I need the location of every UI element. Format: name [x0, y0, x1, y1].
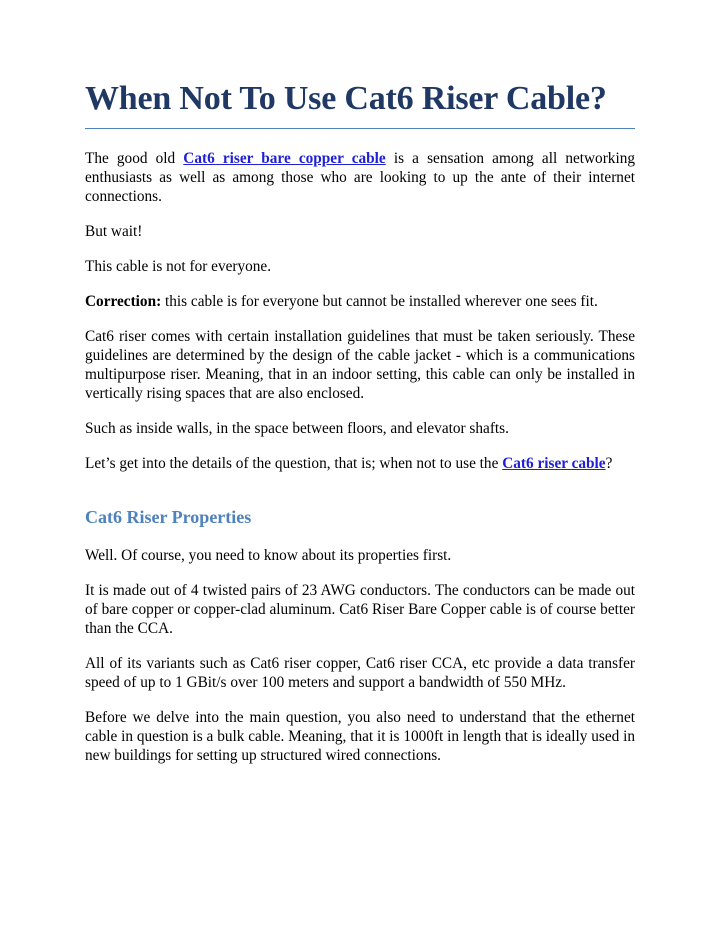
not-for-everyone-paragraph: This cable is not for everyone.	[85, 257, 272, 275]
question-text-after: ?	[605, 454, 613, 472]
cat6-riser-bare-copper-link[interactable]: Cat6 riser bare copper cable	[183, 149, 386, 167]
installation-guidelines-paragraph: Cat6 riser comes with certain installation guidelines that must be taken seriously. These guidelines are determined by the design of the cable jacket - which is a communications multipurpose riser. Meaning, that in an indoor setting, this cable can only be installed in vertically rising spaces that are also enclosed.	[85, 327, 635, 402]
correction-paragraph	[85, 292, 635, 311]
but-wait-paragraph: But wait!	[85, 222, 143, 240]
section-heading: Cat6 Riser Properties	[85, 506, 252, 527]
intro-paragraph	[85, 149, 635, 206]
correction-label: Correction:	[85, 292, 162, 310]
document-page	[85, 78, 635, 781]
properties-intro-paragraph: Well. Of course, you need to know about its properties first.	[85, 546, 452, 564]
bulk-cable-paragraph: Before we delve into the main question, you also need to understand that the ethernet cable in question is a bulk cable. Meaning, that it is 1000ft in length that is ideally used in new buildings for setting up structured wired connections.	[85, 708, 635, 764]
cat6-riser-cable-link[interactable]: Cat6 riser cable	[502, 454, 606, 472]
question-paragraph	[85, 454, 635, 473]
enclosed-spaces-paragraph: Such as inside walls, in the space between floors, and elevator shafts.	[85, 419, 509, 437]
performance-paragraph: All of its variants such as Cat6 riser copper, Cat6 riser CCA, etc provide a data transfer speed of up to 1 GBit/s over 100 meters and support a bandwidth of 550 MHz.	[85, 654, 635, 691]
construction-paragraph: It is made out of 4 twisted pairs of 23 AWG conductors. The conductors can be made out of bare copper or copper-clad aluminum. Cat6 Riser Bare Copper cable is of course better than the CCA.	[85, 581, 635, 637]
question-text-before: Let’s get into the details of the question, that is; when not to use the	[85, 454, 503, 472]
intro-text-after: is a sensation among all networking enthusiasts as well as among those who are looking to up the ante of their internet connections.	[85, 149, 635, 205]
correction-text: this cable is for everyone but cannot be installed wherever one sees fit.	[161, 292, 598, 310]
intro-text-before: The good old	[85, 149, 184, 167]
page-title: When Not To Use Cat6 Riser Cable?	[85, 78, 635, 129]
